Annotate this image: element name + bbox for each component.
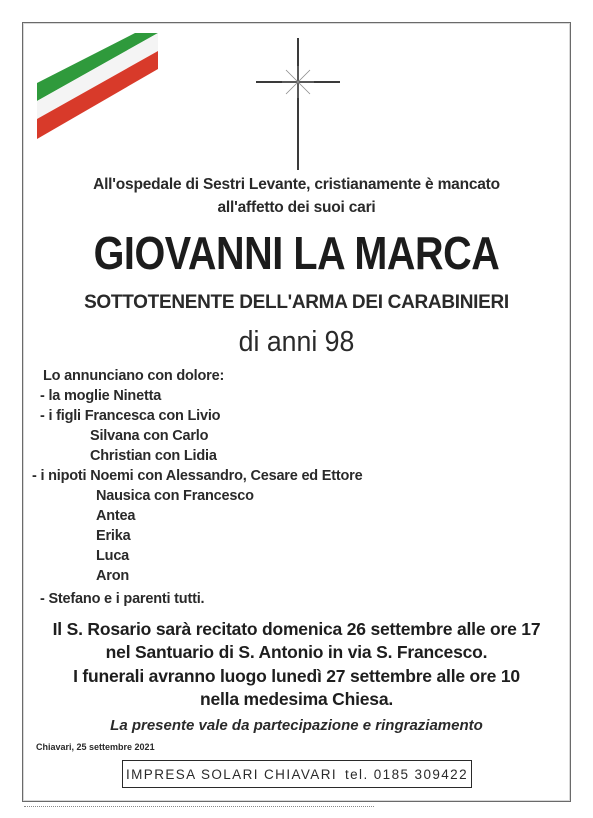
deceased-name: GIOVANNI LA MARCA <box>93 227 500 279</box>
list-item: - i nipoti Noemi con Alessandro, Cesare ed Ettore <box>32 468 363 484</box>
list-item: Antea <box>96 508 136 524</box>
list-item: Aron <box>96 568 130 584</box>
funeral-home-phone: tel. 0185 309422 <box>345 766 468 782</box>
list-item: - i figli Francesca con Livio <box>40 408 221 424</box>
ceremony-line-4: nella medesima Chiesa. <box>199 689 394 709</box>
list-item: - la moglie Ninetta <box>40 388 162 404</box>
ceremony-line-1: Il S. Rosario sarà recitato domenica 26 settembre alle ore 17 <box>52 619 541 639</box>
ceremony-line-3: I funerali avranno luogo lunedì 27 settembre alle ore 10 <box>73 666 520 686</box>
deceased-rank: SOTTOTENENTE DELL'ARMA DEI CARABINIERI <box>84 292 509 313</box>
list-item: Silvana con Carlo <box>90 428 209 444</box>
funeral-home-name: IMPRESA SOLARI CHIAVARI <box>126 766 337 782</box>
list-item: Nausica con Francesco <box>96 488 254 504</box>
list-item: - Stefano e i parenti tutti. <box>40 591 205 607</box>
list-item: Christian con Lidia <box>90 448 217 464</box>
closing-note: La presente vale da partecipazione e ringraziamento <box>110 717 483 734</box>
notice-date: Chiavari, 25 settembre 2021 <box>36 742 155 752</box>
intro-line-2: all'affetto dei suoi cari <box>217 199 376 216</box>
list-item: Luca <box>96 548 130 564</box>
intro-line-1: All'ospedale di Sestri Levante, cristianamente è mancato <box>93 176 500 193</box>
print-mark-line <box>24 806 374 810</box>
ceremony-line-2: nel Santuario di S. Antonio in via S. Francesco. <box>105 642 488 662</box>
italian-flag-ribbon <box>23 23 173 153</box>
deceased-age: di anni 98 <box>238 326 355 358</box>
funeral-home-box <box>122 760 472 788</box>
cross-icon <box>252 38 344 170</box>
list-item: Lo annunciano con dolore: <box>43 368 225 384</box>
list-item: Erika <box>96 528 131 544</box>
